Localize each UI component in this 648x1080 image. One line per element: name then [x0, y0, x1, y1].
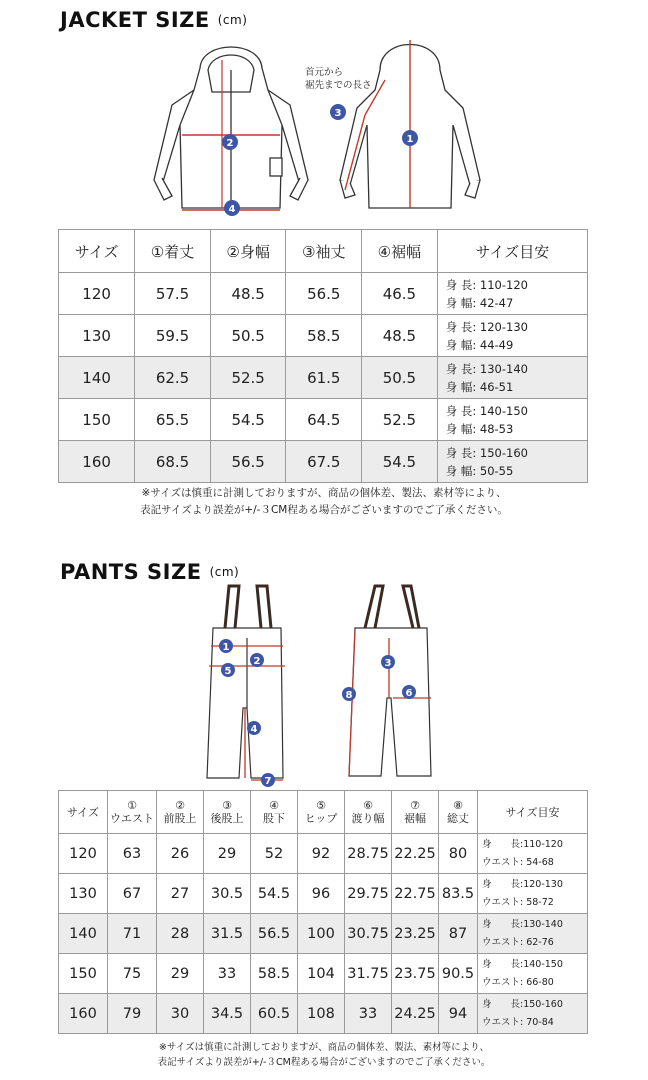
value-cell: 48.5: [362, 315, 438, 357]
guide-cell: [437, 441, 587, 483]
guide-cell: [478, 914, 588, 954]
guide-width: 身 幅: 46-51: [445, 379, 514, 394]
value-cell: 29.75: [345, 874, 392, 914]
value-cell: 46.5: [362, 273, 438, 315]
guide-cell: [437, 273, 587, 315]
pants-header-front-rise: ② 前股上: [157, 791, 204, 834]
jacket-badge-3: [330, 104, 346, 120]
pants-size-table: [58, 790, 588, 1034]
guide-cell: [478, 954, 588, 994]
pants-header-hem: ⑦ 裾幅: [392, 791, 439, 834]
svg-text:2: 2: [226, 138, 234, 149]
svg-text:3: 3: [334, 108, 342, 119]
pants-unit: (cm): [209, 565, 240, 579]
jacket-header-sleeve: ③袖丈: [286, 230, 362, 273]
value-cell: 96: [298, 874, 345, 914]
table-row: [59, 874, 588, 914]
jacket-badge-1: [402, 130, 418, 146]
guide-height: 身 長:140-150: [482, 958, 563, 970]
guide-cell: [478, 874, 588, 914]
table-row: [59, 273, 588, 315]
guide-waist: ウエスト: 62-76: [482, 936, 554, 948]
pants-header-thigh: ⑥ 渡り幅: [345, 791, 392, 834]
size-cell: 150: [59, 954, 108, 994]
svg-text:7: 7: [264, 776, 272, 787]
pants-badge-4: [247, 721, 261, 735]
jacket-header-guide: サイズ目安: [437, 230, 587, 273]
pants-header-total: ⑧ 総丈: [439, 791, 478, 834]
size-cell: 140: [59, 357, 135, 399]
value-cell: 61.5: [286, 357, 362, 399]
pants-back-illustration: [335, 578, 445, 790]
guide-cell: [478, 994, 588, 1034]
value-cell: 23.75: [392, 954, 439, 994]
size-cell: 140: [59, 914, 108, 954]
table-row: [59, 954, 588, 994]
guide-height: 身 長:120-130: [482, 878, 563, 890]
value-cell: 28: [157, 914, 204, 954]
pants-badge-3: [381, 655, 395, 669]
guide-cell: [437, 357, 587, 399]
svg-text:5: 5: [224, 666, 232, 677]
value-cell: 56.5: [210, 441, 286, 483]
value-cell: 31.75: [345, 954, 392, 994]
pants-badge-2: [250, 653, 264, 667]
jacket-size-title: [60, 8, 247, 32]
value-cell: 68.5: [135, 441, 211, 483]
value-cell: 65.5: [135, 399, 211, 441]
table-row: [59, 441, 588, 483]
jacket-size-table: [58, 229, 588, 483]
guide-waist: ウエスト: 70-84: [482, 1016, 554, 1028]
value-cell: 30: [157, 994, 204, 1034]
value-cell: 56.5: [286, 273, 362, 315]
pants-header-hip: ⑤ ヒップ: [298, 791, 345, 834]
pants-header-inseam: ④ 股下: [251, 791, 298, 834]
guide-width: 身 幅: 44-49: [445, 337, 514, 352]
table-row: [59, 399, 588, 441]
svg-text:1: 1: [406, 134, 414, 145]
jacket-title-text: JACKET SIZE: [60, 8, 210, 32]
guide-height: 身 長: 120-130: [445, 319, 528, 334]
value-cell: 60.5: [251, 994, 298, 1034]
guide-height: 身 長: 150-160: [445, 445, 528, 460]
value-cell: 29: [204, 834, 251, 874]
guide-height: 身 長:130-140: [482, 918, 563, 930]
svg-text:3: 3: [384, 658, 392, 669]
jacket-header-size: サイズ: [59, 230, 135, 273]
value-cell: 52.5: [362, 399, 438, 441]
guide-height: 身 長:110-120: [482, 838, 563, 850]
value-cell: 22.75: [392, 874, 439, 914]
value-cell: 50.5: [210, 315, 286, 357]
value-cell: 83.5: [439, 874, 478, 914]
value-cell: 100: [298, 914, 345, 954]
table-row: [59, 914, 588, 954]
pants-header-back-rise: ③ 後股上: [204, 791, 251, 834]
value-cell: 108: [298, 994, 345, 1034]
jacket-header-row: [59, 230, 588, 273]
value-cell: 54.5: [251, 874, 298, 914]
pants-header-guide: サイズ目安: [478, 791, 588, 834]
value-cell: 28.75: [345, 834, 392, 874]
jacket-note-line2: 表記サイズより誤差が+/-３CM程ある場合がございますのでご了承ください。: [140, 504, 508, 516]
guide-waist: ウエスト: 54-68: [482, 856, 554, 868]
table-row: [59, 994, 588, 1034]
value-cell: 67.5: [286, 441, 362, 483]
value-cell: 87: [439, 914, 478, 954]
guide-waist: ウエスト: 58-72: [482, 896, 554, 908]
jacket-back-illustration: [335, 30, 485, 220]
table-row: [59, 357, 588, 399]
value-cell: 33: [345, 994, 392, 1034]
size-cell: 150: [59, 399, 135, 441]
value-cell: 67: [108, 874, 157, 914]
value-cell: 63: [108, 834, 157, 874]
value-cell: 56.5: [251, 914, 298, 954]
guide-cell: [478, 834, 588, 874]
value-cell: 64.5: [286, 399, 362, 441]
svg-text:8: 8: [345, 690, 353, 701]
value-cell: 57.5: [135, 273, 211, 315]
guide-height: 身 長: 140-150: [445, 403, 528, 418]
guide-cell: [437, 315, 587, 357]
value-cell: 62.5: [135, 357, 211, 399]
jacket-header-width: ②身幅: [210, 230, 286, 273]
value-cell: 52: [251, 834, 298, 874]
table-row: [59, 834, 588, 874]
size-cell: 120: [59, 273, 135, 315]
jacket-note-line1: ※サイズは慎重に計測しておりますが、商品の個体差、製法、素材等により、: [141, 487, 507, 499]
guide-width: 身 幅: 50-55: [445, 463, 514, 478]
value-cell: 22.25: [392, 834, 439, 874]
jacket-header-length: ①着丈: [135, 230, 211, 273]
value-cell: 30.75: [345, 914, 392, 954]
value-cell: 50.5: [362, 357, 438, 399]
pants-badge-5: [221, 663, 235, 677]
value-cell: 80: [439, 834, 478, 874]
value-cell: 29: [157, 954, 204, 994]
size-cell: 130: [59, 874, 108, 914]
pants-badge-6: [402, 685, 416, 699]
value-cell: 23.25: [392, 914, 439, 954]
svg-text:6: 6: [405, 688, 413, 699]
pants-badge-8: [342, 687, 356, 701]
guide-width: 身 幅: 42-47: [445, 295, 514, 310]
table-row: [59, 315, 588, 357]
svg-text:4: 4: [250, 724, 258, 735]
value-cell: 52.5: [210, 357, 286, 399]
value-cell: 90.5: [439, 954, 478, 994]
svg-text:1: 1: [222, 642, 230, 653]
value-cell: 24.25: [392, 994, 439, 1034]
jacket-header-hem: ④裾幅: [362, 230, 438, 273]
pants-header-waist: ① ウエスト: [108, 791, 157, 834]
jacket-unit: (cm): [217, 13, 248, 27]
value-cell: 104: [298, 954, 345, 994]
size-cell: 160: [59, 994, 108, 1034]
pants-note: [0, 1040, 648, 1070]
value-cell: 58.5: [251, 954, 298, 994]
guide-cell: [437, 399, 587, 441]
value-cell: 26: [157, 834, 204, 874]
jacket-badge-4: [224, 200, 240, 216]
value-cell: 54.5: [362, 441, 438, 483]
guide-waist: ウエスト: 66-80: [482, 976, 554, 988]
pants-front-illustration: [195, 578, 295, 790]
value-cell: 75: [108, 954, 157, 994]
pants-note-line1: ※サイズは慎重に計測しておりますが、商品の個体差、製法、素材等により、: [158, 1042, 490, 1053]
guide-height: 身 長: 110-120: [445, 277, 528, 292]
jacket-note: [0, 485, 648, 519]
value-cell: 92: [298, 834, 345, 874]
guide-height: 身 長:150-160: [482, 998, 563, 1010]
value-cell: 27: [157, 874, 204, 914]
svg-text:2: 2: [253, 656, 261, 667]
size-cell: 160: [59, 441, 135, 483]
value-cell: 31.5: [204, 914, 251, 954]
svg-text:4: 4: [228, 204, 236, 215]
value-cell: 71: [108, 914, 157, 954]
size-cell: 120: [59, 834, 108, 874]
pants-badge-7: [261, 773, 275, 787]
pants-title-text: PANTS SIZE: [60, 560, 202, 584]
pants-header-size: サイズ: [59, 791, 108, 834]
value-cell: 54.5: [210, 399, 286, 441]
value-cell: 48.5: [210, 273, 286, 315]
value-cell: 34.5: [204, 994, 251, 1034]
value-cell: 94: [439, 994, 478, 1034]
guide-width: 身 幅: 48-53: [445, 421, 514, 436]
jacket-badge-3-wrap: [328, 102, 348, 122]
jacket-front-illustration: [150, 30, 315, 220]
value-cell: 59.5: [135, 315, 211, 357]
value-cell: 58.5: [286, 315, 362, 357]
jacket-sleeve-label: 首元から 裾先までの長さ: [305, 67, 372, 91]
size-cell: 130: [59, 315, 135, 357]
jacket-badge-2: [222, 134, 238, 150]
pants-header-row: [59, 791, 588, 834]
guide-height: 身 長: 130-140: [445, 361, 528, 376]
value-cell: 30.5: [204, 874, 251, 914]
value-cell: 79: [108, 994, 157, 1034]
pants-badge-1: [219, 639, 233, 653]
pants-note-line2: 表記サイズより誤差が+/-３CM程ある場合がございますのでご了承ください。: [157, 1057, 491, 1068]
value-cell: 33: [204, 954, 251, 994]
